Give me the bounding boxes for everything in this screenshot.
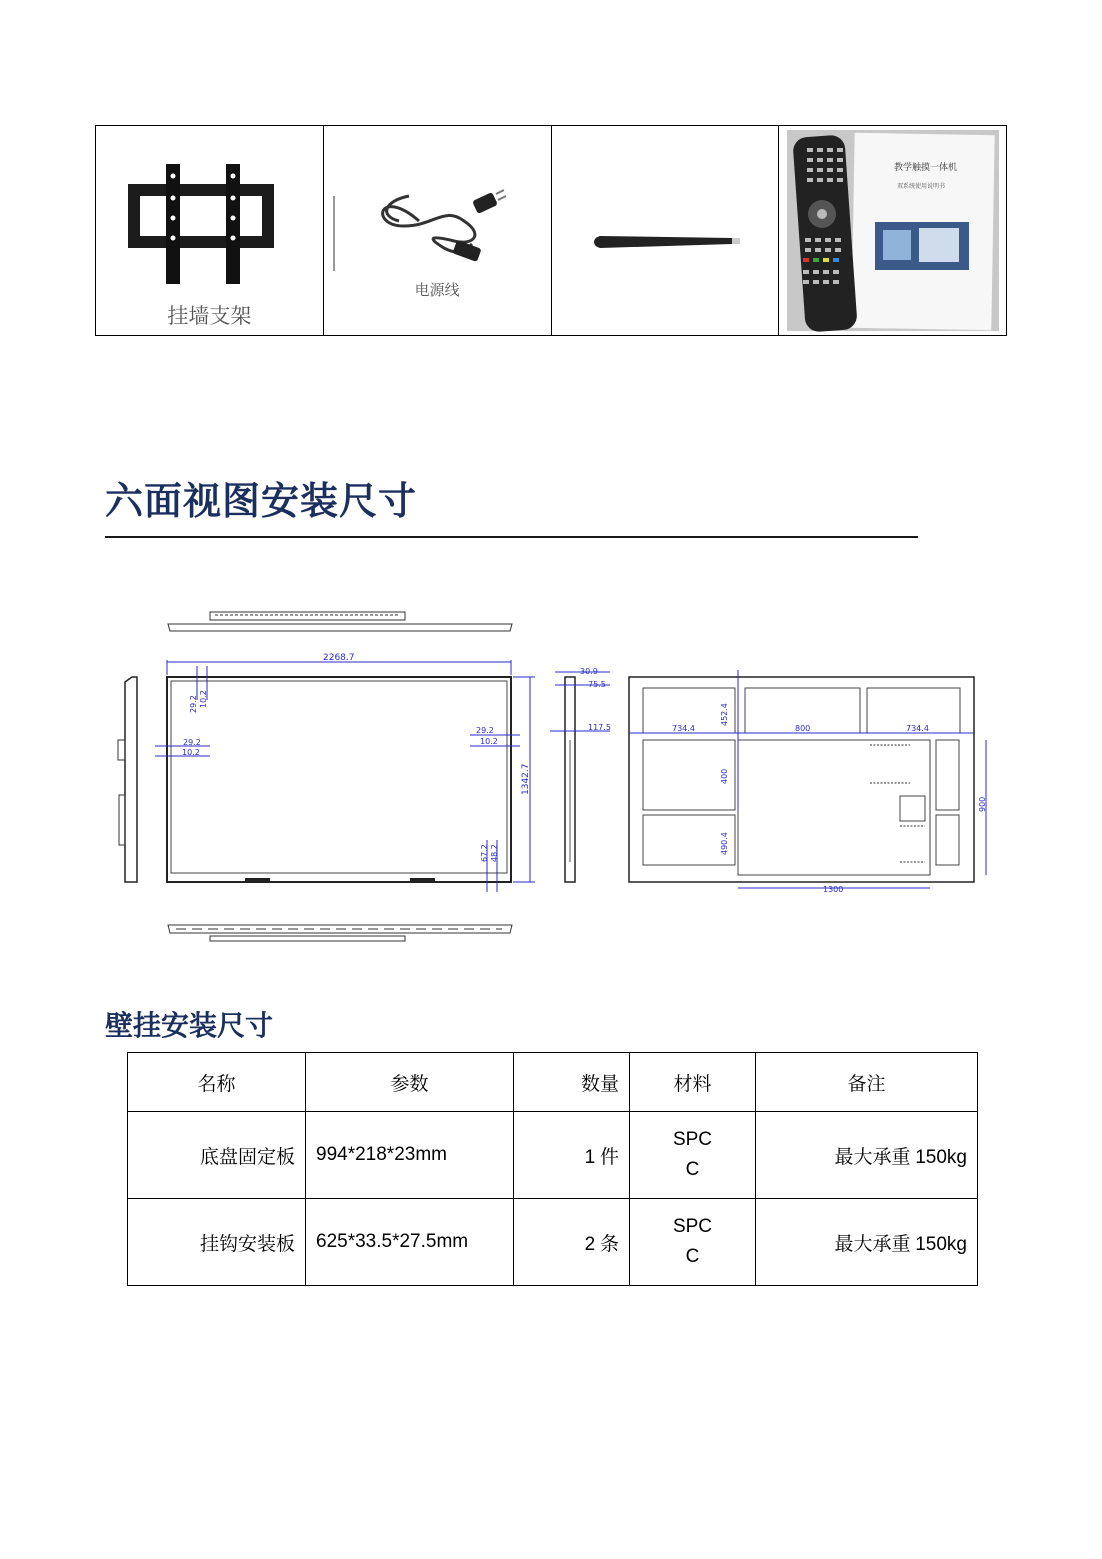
- dim-back-w3: 734.4: [906, 724, 929, 733]
- accessory-remote-manual: [779, 126, 1007, 336]
- wall-bracket-caption: 挂墙支架: [167, 304, 252, 328]
- header-name: 名称: [128, 1053, 306, 1112]
- front-view: [167, 677, 511, 882]
- dim-bezel-right-b: 10.2: [480, 737, 498, 746]
- dim-width: 2268.7: [323, 653, 355, 663]
- power-cord-caption: 电源线: [414, 281, 460, 299]
- bottom-view: [168, 925, 512, 941]
- dim-back-h2: 400: [720, 768, 729, 784]
- accessory-wall-bracket: [96, 126, 324, 336]
- header-notes: 备注: [756, 1053, 978, 1112]
- dim-back-h1: 452.4: [720, 703, 729, 726]
- dim-bezel-left-b: 10.2: [182, 748, 200, 757]
- cell-material: SPC C: [630, 1199, 756, 1286]
- table-row: [128, 1112, 978, 1199]
- dim-depth-a: 30.9: [580, 667, 598, 676]
- back-dimensions: [629, 670, 986, 888]
- wall-mount-heading: 壁挂安装尺寸: [105, 1009, 274, 1042]
- dim-bezel-right-a: 29.2: [476, 726, 494, 735]
- wall-mount-spec-table: [127, 1052, 978, 1286]
- dim-bezel-top-a: 29.2: [189, 695, 198, 713]
- six-view-drawing: [110, 600, 995, 960]
- remote-and-manual-image: [779, 126, 1006, 335]
- six-view-heading: 六面视图安装尺寸: [105, 479, 418, 523]
- dim-back-h3: 490.4: [720, 832, 729, 855]
- top-view: [168, 612, 512, 631]
- dim-height: 1342.7: [521, 763, 531, 795]
- cell-qty: 2 条: [514, 1199, 630, 1286]
- stylus-image: [552, 126, 779, 335]
- dim-vesa-h: 900: [978, 796, 987, 812]
- accessories-table: [95, 125, 1007, 336]
- heading-divider: [105, 536, 918, 538]
- cell-param: 625*33.5*27.5mm: [306, 1199, 514, 1286]
- dim-back-w2: 800: [795, 724, 811, 733]
- cell-notes: 最大承重 150kg: [756, 1199, 978, 1286]
- dim-back-w1: 734.4: [672, 724, 695, 733]
- dim-bottom-a: 67.2: [480, 844, 489, 862]
- accessory-power-cord: [323, 126, 551, 336]
- table-row: [128, 1199, 978, 1286]
- dim-bezel-top-b: 10.2: [199, 690, 208, 708]
- power-cord-image: [324, 126, 551, 335]
- header-param: 参数: [306, 1053, 514, 1112]
- dim-bottom-b: 48.2: [490, 844, 499, 862]
- manual-title: 教学触摸一体机: [894, 163, 958, 173]
- header-qty: 数量: [514, 1053, 630, 1112]
- cell-material: SPC C: [630, 1112, 756, 1199]
- cell-notes: 最大承重 150kg: [756, 1112, 978, 1199]
- accessory-stylus: [551, 126, 779, 336]
- back-view: [629, 677, 974, 882]
- table-header-row: [128, 1053, 978, 1112]
- dim-depth-b: 75.5: [588, 680, 606, 689]
- cell-param: 994*218*23mm: [306, 1112, 514, 1199]
- cell-name: 挂钩安装板: [128, 1199, 306, 1286]
- left-side-view: [118, 677, 137, 882]
- dim-bezel-left-a: 29.2: [183, 738, 201, 747]
- dim-vesa-w: 1300: [823, 885, 844, 894]
- cell-name: 底盘固定板: [128, 1112, 306, 1199]
- right-side-view: [565, 677, 575, 882]
- dim-depth-c: 117.5: [588, 723, 611, 732]
- header-material: 材料: [630, 1053, 756, 1112]
- manual-subtitle: 双系统使用说明书: [897, 183, 946, 190]
- cell-qty: 1 件: [514, 1112, 630, 1199]
